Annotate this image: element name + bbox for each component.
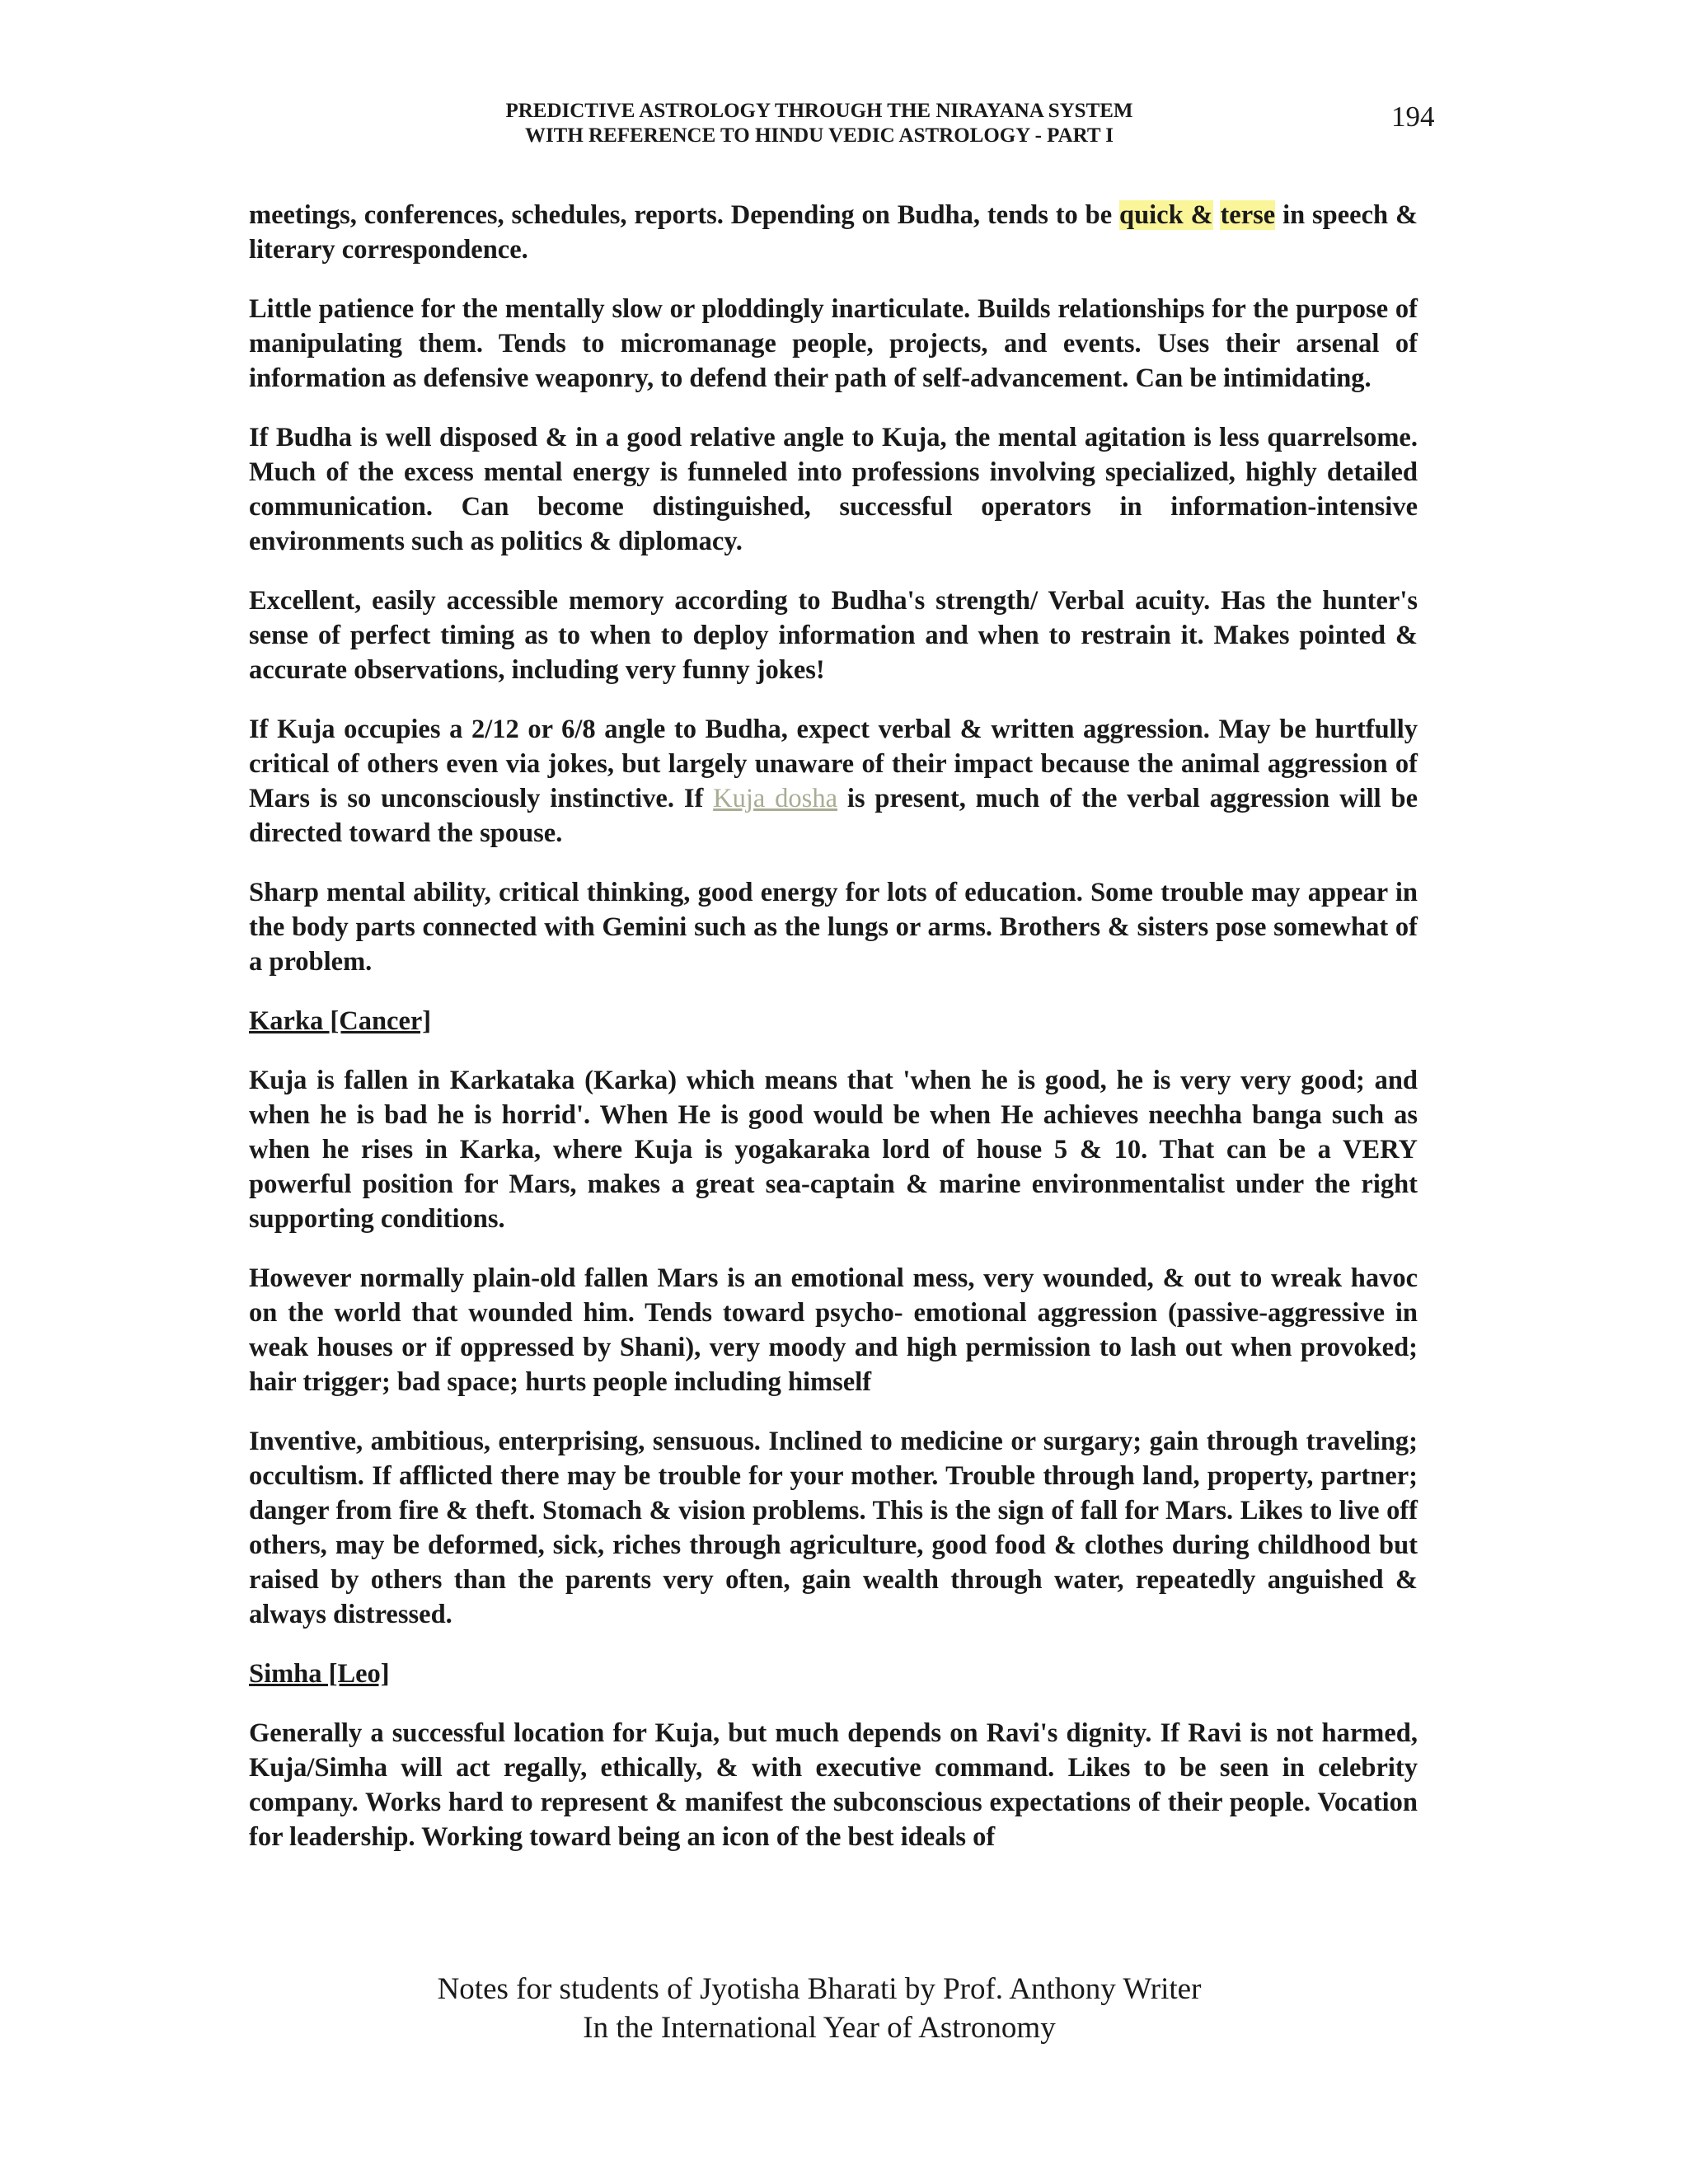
footer-line-2: In the International Year of Astronomy bbox=[583, 2011, 1056, 2045]
paragraph-2: Little patience for the mentally slow or ploddingly inarticulate. Builds relationships for the purpose of manipulating them. Tends to micromanage people, projects, and events. Uses their arsenal of information as defensive weaponry, to defend their path of self-advancement. Can be intimidating. bbox=[249, 294, 1418, 393]
paragraph-10: Generally a successful location for Kuja, but much depends on Ravi's dignity. If Ravi is not harmed, Kuja/Simha will act regally, ethically, & with executive command. Likes to be seen in celebrity company. Works hard to represent & manifest the subconscious expectations of their people. Vocation for leadership. Working toward being an icon of the best ideals of bbox=[249, 1718, 1418, 1852]
paragraph-5-text-a: If Kuja occupies a 2/12 or 6/8 angle to Budha, expect verbal & written aggression. May be hurtfully critical of others even via jokes, but largely unaware of their impact because the animal aggression of Mars is so unconsciously instinctive. If bbox=[249, 715, 1418, 813]
paragraph-1-text-c: in speech & literary correspondence. bbox=[249, 200, 1418, 265]
paragraph-9: Inventive, ambitious, enterprising, sensuous. Inclined to medicine or surgary; gain through traveling; occultism. If afflicted there may be trouble for your mother. Trouble through land, property, partner; danger from fire & theft. Stomach & vision problems. This is the sign of fall for Mars. Likes to live off others, may be deformed, sick, riches through agriculture, good food & clothes during childhood but raised by others than the parents very often, gain wealth through water, repeatedly anguished & always distressed. bbox=[249, 1427, 1418, 1629]
paragraph-7: Kuja is fallen in Karkataka (Karka) which means that 'when he is good, he is very very good; and when he is bad he is horrid'. When He is good would be when He achieves neechha banga such as when he rises in Karka, where Kuja is yogakaraka lord of house 5 & 10. That can be a VERY powerful position for Mars, makes a great sea-captain & marine environmentalist under the right supporting conditions. bbox=[249, 1066, 1418, 1234]
paragraph-5 bbox=[249, 712, 1418, 851]
paragraph-8: However normally plain-old fallen Mars is an emotional mess, very wounded, & out to wreak havoc on the world that wounded him. Tends toward psycho- emotional aggression (passive-aggressive in weak houses or if oppressed by Shani), very moody and high permission to lash out when provoked; hair trigger; bad space; hurts people including himself bbox=[249, 1263, 1418, 1397]
header-line-1: PREDICTIVE ASTROLOGY THROUGH THE NIRAYANA SYSTEM bbox=[505, 100, 1133, 122]
highlighted-text: quick & bbox=[1119, 200, 1213, 230]
paragraph-1 bbox=[249, 198, 1418, 267]
highlighted-text: terse bbox=[1220, 200, 1276, 230]
footer-line-1: Notes for students of Jyotisha Bharati by Prof. Anthony Writer bbox=[437, 1972, 1202, 2006]
kuja-dosha-link[interactable]: Kuja dosha bbox=[713, 784, 838, 813]
section-heading-simha: Simha [Leo] bbox=[249, 1659, 390, 1689]
page-number: 194 bbox=[1391, 101, 1435, 133]
paragraph-3: If Budha is well disposed & in a good relative angle to Kuja, the mental agitation is less quarrelsome. Much of the excess mental energy is funneled into professions involving specialized, highly detailed communication. Can become distinguished, successful operators in information-intensive environments such as politics & diplomacy. bbox=[249, 423, 1418, 556]
paragraph-5-text-b: is present, much of the verbal aggression will be directed toward the spouse. bbox=[249, 784, 1418, 848]
paragraph-4: Excellent, easily accessible memory according to Budha's strength/ Verbal acuity. Has the hunter's sense of perfect timing as to when to deploy information and when to restrain it. Makes pointed & accurate observations, including very funny jokes! bbox=[249, 586, 1418, 685]
page-body bbox=[249, 198, 1418, 1879]
paragraph-1-text-a: meetings, conferences, schedules, reports. Depending on Budha, tends to be bbox=[249, 200, 1119, 230]
page-footer bbox=[0, 1970, 1639, 2047]
section-heading-karka: Karka [Cancer] bbox=[249, 1006, 432, 1036]
paragraph-6: Sharp mental ability, critical thinking, good energy for lots of education. Some trouble may appear in the body parts connected with Gemini such as the lungs or arms. Brothers & sisters pose somewhat of a problem. bbox=[249, 878, 1418, 977]
header-line-2: WITH REFERENCE TO HINDU VEDIC ASTROLOGY - PART I bbox=[524, 124, 1114, 147]
